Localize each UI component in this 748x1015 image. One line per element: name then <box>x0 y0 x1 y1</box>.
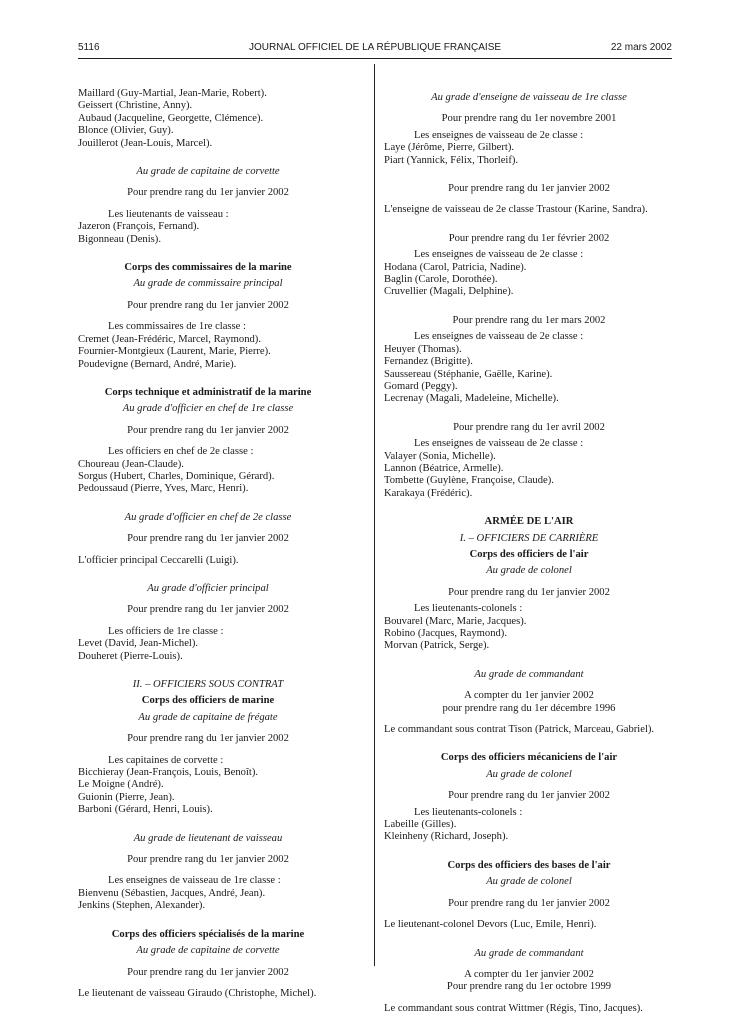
list-intro: Les enseignes de vaisseau de 2e classe : <box>414 249 584 261</box>
grade-heading: Au grade d'officier en chef de 1re classe <box>122 403 294 415</box>
list-item: Poudevigne (Bernard, André, Marie). <box>78 358 237 370</box>
list-item: Choureau (Jean-Claude). <box>78 458 184 470</box>
list-item: Baglin (Carole, Dorothée). <box>384 274 498 286</box>
list-intro: Les capitaines de corvette : <box>108 754 224 766</box>
list-item: Aubaud (Jacqueline, Georgette, Clémence). <box>78 112 264 124</box>
rank-date: Pour prendre rang du 1er janvier 2002 <box>448 586 610 598</box>
rank-date: Pour prendre rang du 1er janvier 2002 <box>448 183 610 195</box>
list-item: Barboni (Gérard, Henri, Louis). <box>78 804 213 816</box>
effective-date: A compter du 1er janvier 2002 <box>464 690 594 702</box>
list-item: Robino (Jacques, Raymond). <box>384 628 507 639</box>
grade-heading: Au grade de commandant <box>474 947 584 959</box>
effective-date: A compter du 1er janvier 2002 <box>464 968 594 980</box>
grade-heading: Au grade d'enseigne de vaisseau de 1re classe <box>431 92 627 103</box>
part-heading: I. – OFFICIERS DE CARRIÈRE <box>459 532 599 544</box>
list-item: Fournier-Montgieux (Laurent, Marie, Pierre). <box>78 346 271 358</box>
rank-date: pour prendre rang du 1er décembre 1996 <box>442 702 616 714</box>
list-item: Bouvarel (Marc, Marie, Jacques). <box>384 615 527 627</box>
corps-heading: Corps des officiers des bases de l'air <box>447 859 611 871</box>
list-item: Maillard (Guy-Martial, Jean-Marie, Robert). <box>78 88 267 99</box>
list-intro: Les officiers de 1re classe : <box>108 625 224 637</box>
left-column <box>78 88 338 1000</box>
list-item: Cruvellier (Magali, Delphine). <box>384 286 514 298</box>
appointment-line: Le lieutenant-colonel Devors (Luc, Emile, Henri). <box>384 919 597 931</box>
corps-heading: Corps des commissaires de la marine <box>124 262 292 274</box>
list-item: Laye (Jérôme, Pierre, Gilbert). <box>384 142 515 154</box>
list-item: Hodana (Carol, Patricia, Nadine). <box>384 261 527 273</box>
list-item: Piart (Yannick, Félix, Thorleif). <box>384 154 519 166</box>
grade-heading: Au grade de colonel <box>486 768 572 780</box>
appointment-line: L'enseigne de vaisseau de 2e classe Trastour (Karine, Sandra). <box>384 204 648 216</box>
list-item: Saussereau (Stéphanie, Gaëlle, Karine). <box>384 368 553 380</box>
grade-heading: Au grade de lieutenant de vaisseau <box>133 832 283 844</box>
list-item: Fernandez (Brigitte). <box>384 356 473 368</box>
list-item: Lannon (Béatrice, Armelle). <box>384 462 504 474</box>
name-list <box>384 142 674 167</box>
rank-date: Pour prendre rang du 1er janvier 2002 <box>127 733 289 745</box>
appointment-line: Le commandant sous contrat Tison (Patrick, Marceau, Gabriel). <box>384 724 655 736</box>
list-item: Tombette (Guylène, Françoise, Claude). <box>384 475 554 487</box>
list-item: Sorgus (Hubert, Charles, Dominique, Gérard). <box>78 470 275 482</box>
list-intro: Les lieutenants-colonels : <box>414 806 523 818</box>
page-header <box>78 42 672 56</box>
journal-title: JOURNAL OFFICIEL DE LA RÉPUBLIQUE FRANÇAISE <box>248 42 502 53</box>
rank-date: Pour prendre rang du 1er novembre 2001 <box>441 113 617 125</box>
list-item: Valayer (Sonia, Michelle). <box>384 450 496 462</box>
list-intro: Les lieutenants de vaisseau : <box>108 208 229 220</box>
appointment-line: L'officier principal Ceccarelli (Luigi). <box>78 554 239 566</box>
name-list <box>384 262 674 299</box>
rank-date: Pour prendre rang du 1er octobre 1999 <box>446 981 612 993</box>
corps-heading: Corps des officiers spécialisés de la marine <box>111 928 305 940</box>
list-item: Lecrenay (Magali, Madeleine, Michelle). <box>384 393 559 405</box>
list-item: Levet (David, Jean-Michel). <box>78 638 199 650</box>
rank-date: Pour prendre rang du 1er janvier 2002 <box>448 790 610 802</box>
rank-date: Pour prendre rang du 1er janvier 2002 <box>127 424 289 436</box>
name-list <box>384 344 674 406</box>
list-item: Pedoussaud (Pierre, Yves, Marc, Henri). <box>78 483 249 495</box>
list-intro: Les commissaires de 1re classe : <box>108 321 246 333</box>
appointment-line: Le commandant sous contrat Wittmer (Régis, Tino, Jacques). <box>384 1002 643 1014</box>
grade-heading: Au grade de capitaine de corvette <box>136 945 280 957</box>
army-heading: ARMÉE DE L'AIR <box>484 516 574 528</box>
grade-heading: Au grade de capitaine de corvette <box>136 166 280 178</box>
list-item: Morvan (Patrick, Serge). <box>384 640 490 652</box>
list-item: Geissert (Christine, Anny). <box>78 100 193 112</box>
list-intro: Les lieutenants-colonels : <box>414 603 523 615</box>
part-heading: II. – OFFICIERS SOUS CONTRAT <box>132 679 284 690</box>
grade-heading: Au grade de colonel <box>486 876 572 888</box>
list-intro: Les enseignes de vaisseau de 2e classe : <box>414 331 584 343</box>
list-item: Guionin (Pierre, Jean). <box>78 791 175 803</box>
appointment-line: Le lieutenant de vaisseau Giraudo (Christophe, Michel). <box>78 987 317 999</box>
list-intro: Les officiers en chef de 2e classe : <box>108 446 254 458</box>
name-list <box>78 459 338 496</box>
rank-date: Pour prendre rang du 1er janvier 2002 <box>127 854 289 866</box>
list-item: Jenkins (Stephen, Alexander). <box>78 900 206 912</box>
issue-date: 22 mars 2002 <box>610 42 672 53</box>
name-list <box>78 334 338 371</box>
list-item: Blonce (Olivier, Guy). <box>78 125 174 137</box>
name-list <box>78 767 338 817</box>
list-item: Jouillerot (Jean-Louis, Marcel). <box>78 137 213 149</box>
grade-heading: Au grade d'officier principal <box>147 582 269 594</box>
name-list <box>78 88 338 150</box>
list-item: Le Moigne (André). <box>78 779 164 791</box>
name-list <box>78 221 338 246</box>
list-item: Jazeron (François, Fernand). <box>78 221 200 233</box>
grade-heading: Au grade de commandant <box>474 668 584 680</box>
rank-date: Pour prendre rang du 1er janvier 2002 <box>127 299 289 311</box>
grade-heading: Au grade d'officier en chef de 2e classe <box>124 511 292 523</box>
rank-date: Pour prendre rang du 1er janvier 2002 <box>448 897 610 909</box>
rank-date: Pour prendre rang du 1er janvier 2002 <box>127 604 289 616</box>
grade-heading: Au grade de commissaire principal <box>133 278 283 290</box>
list-intro: Les enseignes de vaisseau de 1re classe : <box>108 875 281 887</box>
rank-date: Pour prendre rang du 1er février 2002 <box>448 232 610 244</box>
grade-heading: Au grade de colonel <box>486 565 572 577</box>
rank-date: Pour prendre rang du 1er janvier 2002 <box>127 966 289 978</box>
rank-date: Pour prendre rang du 1er janvier 2002 <box>127 533 289 545</box>
list-item: Douheret (Pierre-Louis). <box>78 650 183 662</box>
list-intro: Les enseignes de vaisseau de 2e classe : <box>414 129 584 141</box>
rank-date: Pour prendre rang du 1er janvier 2002 <box>127 187 289 199</box>
list-item: Gomard (Peggy). <box>384 380 458 392</box>
list-item: Bienvenu (Sébastien, Jacques, André, Jean). <box>78 887 266 899</box>
list-item: Bigonneau (Denis). <box>78 233 161 245</box>
corps-heading: Corps technique et administratif de la marine <box>104 386 312 398</box>
corps-heading: Corps des officiers de l'air <box>469 548 589 560</box>
header-rule <box>78 58 672 59</box>
list-item: Karakaya (Frédéric). <box>384 487 473 499</box>
right-column <box>384 92 674 1015</box>
name-list <box>384 819 674 844</box>
list-intro: Les enseignes de vaisseau de 2e classe : <box>414 438 584 450</box>
name-list <box>78 888 338 913</box>
name-list <box>78 638 338 663</box>
list-item: Cremet (Jean-Frédéric, Marcel, Raymond). <box>78 333 261 345</box>
list-item: Heuyer (Thomas). <box>384 343 462 355</box>
page-number: 5116 <box>78 42 100 53</box>
corps-heading: Corps des officiers de marine <box>141 695 275 707</box>
grade-heading: Au grade de capitaine de frégate <box>138 711 278 723</box>
list-item: Bicchieray (Jean-François, Louis, Benoît). <box>78 767 259 779</box>
list-item: Labeille (Gilles). <box>384 819 457 831</box>
column-divider <box>374 64 375 966</box>
rank-date: Pour prendre rang du 1er mars 2002 <box>452 314 606 326</box>
name-list <box>384 616 674 653</box>
name-list <box>384 451 674 501</box>
corps-heading: Corps des officiers mécaniciens de l'air <box>440 752 618 764</box>
list-item: Kleinheny (Richard, Joseph). <box>384 831 509 843</box>
rank-date: Pour prendre rang du 1er avril 2002 <box>453 421 605 433</box>
